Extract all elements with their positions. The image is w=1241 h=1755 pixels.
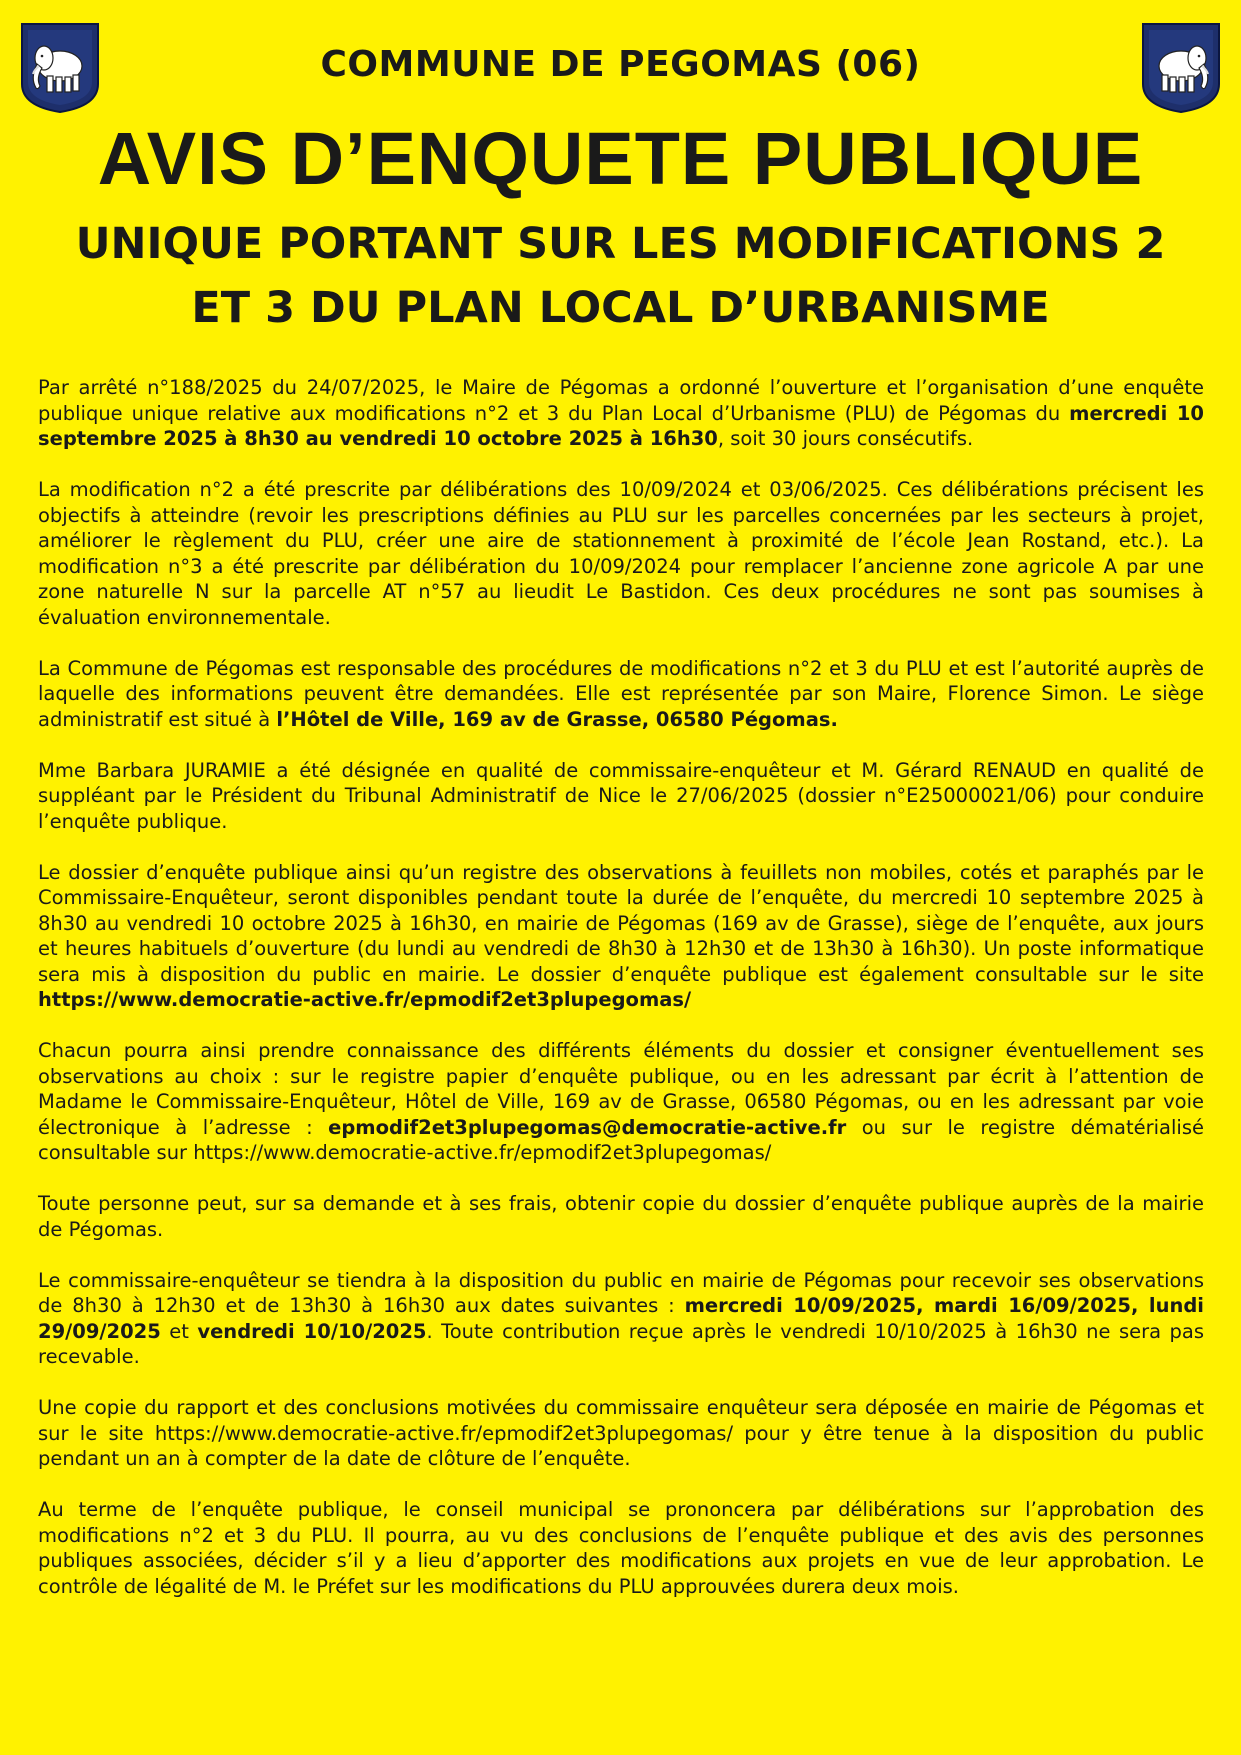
paragraph-rapport (38, 1395, 1204, 1472)
paragraph-approbation (38, 1497, 1204, 1599)
paragraph-commissaire (38, 758, 1204, 835)
paragraph-text: Chacun pourra ainsi prendre connaissance des différents éléments du dossier et consigner éventuellement ses observations au choix : sur le registre papier d’enquête publique, ou en les adressant par écrit à l’attention de Madame le Commissaire-Enquêteur, Hôtel de Ville, 169 av de Grasse, 06580 Pégomas, ou en les adressant par voie électronique à l’adresse : (38, 1039, 1204, 1139)
paragraph-permanences (38, 1268, 1204, 1370)
paragraph-responsable (38, 656, 1204, 733)
paragraph-text: Une copie du rapport et des conclusions motivées du commissaire enquêteur sera déposée en mairie de Pégomas et sur le site https://www.democratie-active.fr/epmodif2et3plupegomas/ pour y être tenue à la disposition du public pendant un an à compter de la date de clôture de l’enquête. (38, 1396, 1204, 1470)
paragraph-text: ou sur le registre dématérialisé consultable sur https://www.democratie-active.fr/epmodif2et3plupegomas/ (38, 1115, 1205, 1164)
paragraph-modifications (38, 477, 1204, 630)
permanence-date-last: vendredi 10/10/2025 (197, 1319, 427, 1343)
notice-body (38, 375, 1204, 1625)
page-title: AVIS D’ENQUETE PUBLIQUE (97, 117, 1144, 200)
paragraph-text: et (160, 1319, 198, 1343)
paragraph-text: Au terme de l’enquête publique, le conseil municipal se prononcera par délibérations sur l’approbation des modifications n°2 et 3 du PLU. Il pourra, au vu des conclusions de l’enquête publique et des avis des personnes publiques associées, décider s’il y a lieu d’apporter des modifications aux projets en vue de leur approbation. Le contrôle de légalité de M. le Préfet sur les modifications du PLU approuvées durera deux mois. (38, 1498, 1204, 1598)
paragraph-copie (38, 1191, 1204, 1242)
paragraph-text: La Commune de Pégomas est responsable des procédures de modifications n°2 et 3 du PLU et est l’autorité auprès de laquelle des informations peuvent être demandées. Elle est représentée par son Maire, Florence Simon. Le siège administratif est situé à (38, 656, 1204, 731)
paragraph-text: . Toute contribution reçue après le vendredi 10/10/2025 à 16h30 ne sera pas recevable. (38, 1319, 1205, 1368)
paragraph-ordonnance (38, 375, 1204, 452)
paragraph-observations (38, 1038, 1204, 1166)
website-link[interactable]: https://www.democratie-active.fr/epmodif2et3plupegomas/ (38, 988, 692, 1011)
enquiry-dates: mercredi 10 septembre 2025 à 8h30 au vendredi 10 octobre 2025 à 16h30 (38, 401, 1204, 450)
paragraph-text: La modification n°2 a été prescrite par délibérations des 10/09/2024 et 03/06/2025. Ces délibérations précisent les objectifs à atteindre (revoir les prescriptions définies au PLU sur les parcelles concernées par les secteurs à projet, améliorer le règlement du PLU, créer une aire de stationnement à proximité de l’école Jean Rostand, etc.). La modification n°3 a été prescrite par délibération du 10/09/2024 pour remplacer l’ancienne zone agricole A par une zone naturelle N sur la parcelle AT n°57 au lieudit Le Bastidon. Ces deux procédures ne sont pas soumises à évaluation environnementale. (38, 478, 1204, 629)
commune-heading: COMMUNE DE PEGOMAS (06) (320, 44, 921, 85)
hotel-de-ville-address: l’Hôtel de Ville, 169 av de Grasse, 06580 Pégomas. (276, 707, 838, 731)
page-subtitle: UNIQUE PORTANT SUR LES MODIFICATIONS 2 ET 3 DU PLAN LOCAL D’URBANISME (75, 219, 1166, 333)
paragraph-text: Par arrêté n°188/2025 du 24/07/2025, le Maire de Pégomas a ordonné l’ouverture et l’organisation d’une enquête publique unique relative aux modifications n°2 et 3 du Plan Local d’Urbanisme (PLU) de Pégomas du (38, 376, 1204, 425)
paragraph-text: Toute personne peut, sur sa demande et à ses frais, obtenir copie du dossier d’enquête publique auprès de la mairie de Pégomas. (38, 1192, 1204, 1241)
permanence-dates: mercredi 10/09/2025, mardi 16/09/2025, lundi 29/09/2025 (38, 1294, 1204, 1343)
paragraph-dossier (38, 860, 1204, 1013)
email-link[interactable]: epmodif2et3plupegomas@democratie-active.fr (328, 1115, 847, 1139)
paragraph-text: Mme Barbara JURAMIE a été désignée en qualité de commissaire-enquêteur et M. Gérard RENAUD en qualité de suppléant par le Président du Tribunal Administratif de Nice le 27/06/2025 (dossier n°E25000021/06) pour conduire l’enquête publique. (38, 758, 1204, 833)
paragraph-text: , soit 30 jours consécutifs. (717, 427, 974, 450)
paragraph-text: Le commissaire-enquêteur se tiendra à la disposition du public en mairie de Pégomas pour recevoir ses observations de 8h30 à 12h30 et de 13h30 à 16h30 aux dates suivantes : (38, 1268, 1204, 1317)
paragraph-text: Le dossier d’enquête publique ainsi qu’un registre des observations à feuillets non mobiles, cotés et paraphés par le Commissaire-Enquêteur, seront disponibles pendant toute la durée de l’enquête, du mercredi 10 septembre 2025 à 8h30 au vendredi 10 octobre 2025 à 16h30, en mairie de Pégomas (169 av de Grasse), siège de l’enquête, aux jours et heures habituels d’ouverture (du lundi au vendredi de 8h30 à 12h30 et de 13h30 à 16h30). Un poste informatique sera mis à disposition du public en mairie. Le dossier d’enquête publique est également consultable sur le site (38, 860, 1204, 986)
